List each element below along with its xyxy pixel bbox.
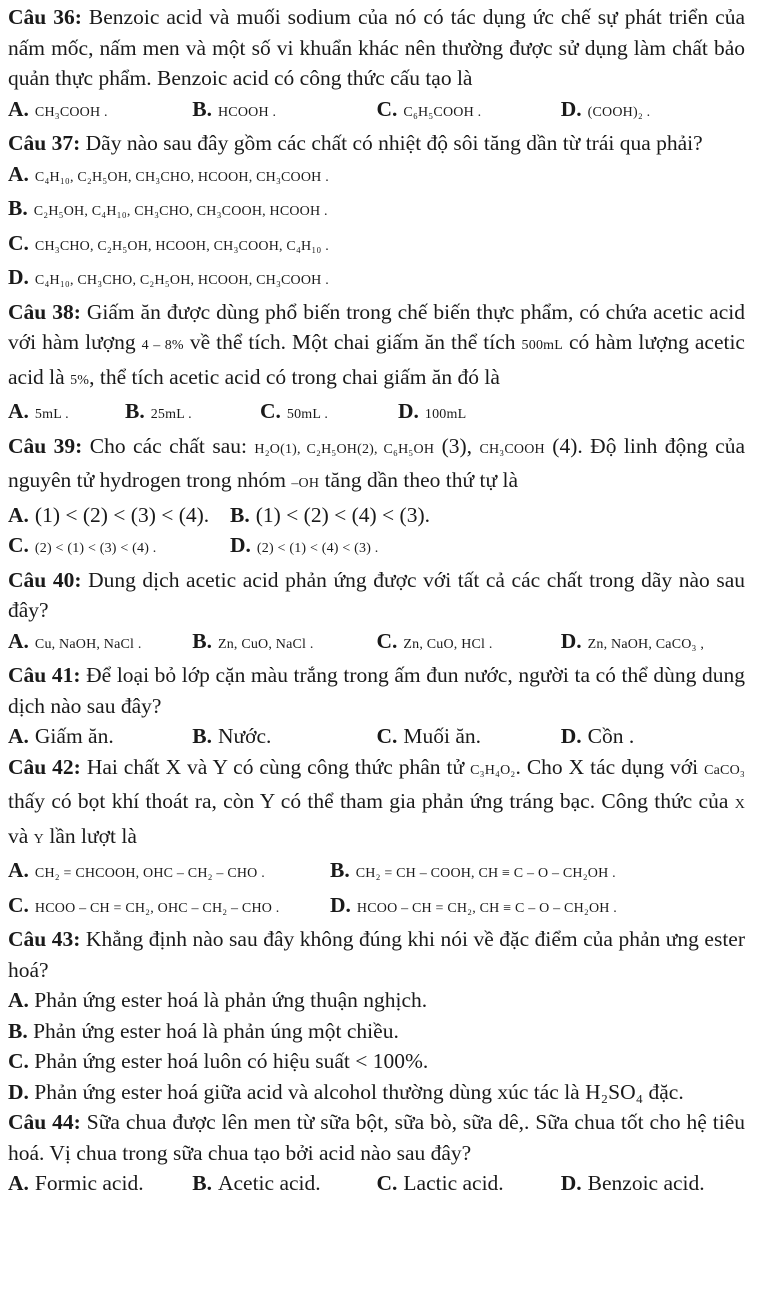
option-a[interactable]: A. (1) < (2) < (3) < (4).: [8, 502, 210, 527]
question-40: [8, 565, 745, 661]
option-b[interactable]: B. Acetic acid.: [192, 1171, 321, 1195]
question-number: Câu 39:: [8, 433, 83, 458]
option-d[interactable]: D. (COOH)₂ .: [560, 96, 651, 121]
option-b[interactable]: B. Nước.: [192, 724, 272, 748]
option-d[interactable]: D. HCOO – CH = CH₂, CH ≡ C – O – CH₂OH .: [330, 892, 617, 917]
option-c[interactable]: C. Phản ứng ester hoá luôn có hiệu suất < 100%.: [8, 1049, 429, 1073]
options: [8, 855, 745, 890]
option-c[interactable]: C. Lactic acid.: [376, 1171, 504, 1195]
option-d[interactable]: D. Zn, NaOH, CaCO₃ ,: [560, 628, 705, 653]
question-number: Câu 40:: [8, 567, 82, 592]
option-a[interactable]: A. CH₃COOH .: [8, 96, 108, 121]
option-c[interactable]: C. Muối ăn.: [376, 724, 482, 748]
question-text: Khẳng định nào sau đây không đúng khi nói về đặc điểm của phản ưng ester hoá?: [8, 927, 746, 982]
question-number: Câu 37:: [8, 131, 81, 155]
option-b[interactable]: B. 25mL .: [125, 399, 192, 423]
options: [8, 530, 745, 565]
option-a[interactable]: A. C₄H₁₀, C₂H₅OH, CH₃CHO, HCOOH, CH₃COOH .: [8, 161, 329, 186]
option-b[interactable]: B. CH₂ = CH – COOH, CH ≡ C – O – CH₂OH .: [330, 858, 616, 882]
question-text: Để loại bỏ lớp cặn màu trắng trong ấm đun nước, người ta có thể dùng dung dịch nào sau đây?: [8, 663, 746, 718]
option-a[interactable]: A. 5mL .: [8, 399, 69, 423]
options: [8, 94, 745, 129]
question-text: Dung dịch acetic acid phản ứng được với tất cả các chất trong dãy nào sau đây?: [8, 567, 746, 622]
option-d[interactable]: D. Benzoic acid.: [560, 1171, 705, 1195]
question-42: Câu 42: Hai chất X và Y có cùng công thức phân tử C₃H₄O₂. Cho X tác dụng với CaCO₃ thấy có bọt khí thoát ra, còn Y có thể tham gia phản ứng tráng bạc. Công thức của X và Y lần lượt là A. CH₂ = CHCOOH, OHC – CH₂ – CHO . B. CH₂ = CH – COOH, CH ≡ C – O – CH₂OH . C. HCOO – CH = CH₂, OHC – CH₂ – CHO . D. HCOO – CH = CH₂, CH ≡ C – O – CH₂OH .: [8, 752, 745, 925]
options: [8, 159, 745, 297]
question-number: Câu 41:: [8, 663, 81, 687]
option-b[interactable]: B. Zn, CuO, NaCl .: [192, 628, 314, 653]
options: [8, 396, 745, 431]
question-number: Câu 43:: [8, 927, 81, 951]
question-number: Câu 44:: [8, 1110, 81, 1134]
option-d[interactable]: D. Cồn .: [560, 724, 635, 748]
option-b[interactable]: B. Phản ứng ester hoá là phản úng một chiều.: [8, 1018, 399, 1043]
option-a[interactable]: A. Formic acid.: [8, 1171, 144, 1195]
option-d[interactable]: D. Phản ứng ester hoá giữa acid và alcohol thường dùng xúc tác là H₂SO₄ đặc.: [8, 1079, 684, 1104]
question-37: [8, 128, 745, 297]
option-c[interactable]: C. 50mL .: [260, 399, 329, 423]
options: [8, 721, 745, 752]
option-b[interactable]: B. C₂H₅OH, C₄H₁₀, CH₃CHO, CH₃COOH, HCOOH .: [8, 196, 328, 220]
question-36: [8, 2, 745, 128]
question-text: Benzoic acid và muối sodium của nó có tác dụng ức chế sự phát triển của nấm mốc, nấm men và một số vi khuẩn khác nên thường được sử dụng làm chất bảo quản thực phẩm. Benzoic acid có công thức cấu tạo là: [8, 5, 746, 90]
option-d[interactable]: D. C₄H₁₀, CH₃CHO, C₂H₅OH, HCOOH, CH₃COOH .: [8, 265, 329, 289]
question-41: [8, 660, 745, 752]
options: [8, 626, 745, 661]
question-text: Sữa chua được lên men từ sữa bột, sữa bò, sữa dê,. Sữa chua tốt cho hệ tiêu hoá. Vị chua trong sữa chua tạo bởi acid nào sau đây?: [8, 1110, 745, 1165]
question-number: Câu 38:: [8, 299, 81, 324]
question-38: Câu 38: Giấm ăn được dùng phổ biến trong chế biến thực phẩm, có chứa acetic acid với hàm lượng 4 – 8% về thể tích. Một chai giấm ăn thể tích 500mL có hàm lượng acetic acid là 5%, thể tích acetic acid có trong chai giấm ăn đó là A. 5mL . B. 25mL . C. 50mL . D. 100mL: [8, 297, 745, 431]
option-b[interactable]: B. (1) < (2) < (4) < (3).: [230, 502, 430, 527]
question-number: Câu 42:: [8, 754, 81, 779]
option-a[interactable]: A. Cu, NaOH, NaCl .: [8, 628, 142, 653]
option-a[interactable]: A. CH₂ = CHCOOH, OHC – CH₂ – CHO .: [8, 858, 265, 882]
option-c[interactable]: C. CH₃CHO, C₂H₅OH, HCOOH, CH₃COOH, C₄H₁₀ .: [8, 230, 329, 255]
option-a[interactable]: A. Phản ứng ester hoá là phản ứng thuận nghịch.: [8, 988, 428, 1012]
option-c[interactable]: C. (2) < (1) < (3) < (4) .: [8, 533, 157, 557]
options: [8, 1168, 745, 1199]
option-c[interactable]: C. HCOO – CH = CH₂, OHC – CH₂ – CHO .: [8, 892, 280, 917]
question-43: [8, 924, 745, 1107]
question-44: [8, 1107, 745, 1199]
option-c[interactable]: C. Zn, CuO, HCl .: [376, 628, 493, 653]
question-39: Câu 39: Cho các chất sau: H₂O(1), C₂H₅OH(2), C₆H₅OH (3), CH₃COOH (4). Độ linh động của nguyên tử hydrogen trong nhóm –OH tăng dần theo thứ tự là A. (1) < (2) < (3) < (4). B. (1) < (2) < (4) < (3). C. (2) < (1) < (3) < (4) . D. (2) < (1) < (4) < (3) .: [8, 431, 745, 565]
question-number: Câu 36:: [8, 5, 82, 29]
options: [8, 890, 745, 925]
option-c[interactable]: C. C₆H₅COOH .: [376, 96, 482, 121]
question-text: Dãy nào sau đây gồm các chất có nhiệt độ sôi tăng dần từ trái qua phải?: [85, 131, 703, 155]
options: [8, 500, 745, 531]
option-b[interactable]: B. HCOOH .: [192, 96, 277, 121]
option-a[interactable]: A. Giấm ăn.: [8, 724, 114, 748]
option-d[interactable]: D. 100mL: [398, 399, 467, 423]
option-d[interactable]: D. (2) < (1) < (4) < (3) .: [230, 533, 379, 557]
